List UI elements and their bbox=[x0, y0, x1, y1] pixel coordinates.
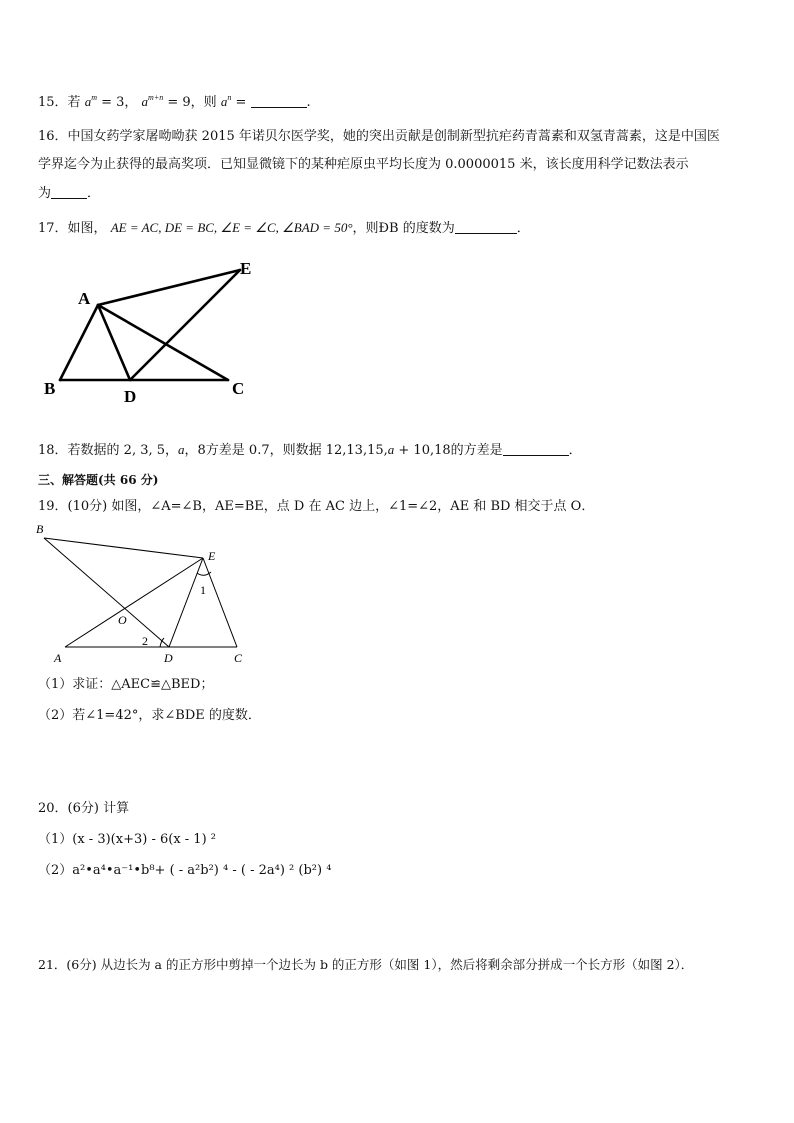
label-a: A bbox=[54, 651, 62, 665]
q17-condition: AE = AC, DE = BC, ∠E = ∠C, ∠BAD = 50° bbox=[110, 220, 353, 235]
label-b: B bbox=[36, 522, 44, 536]
q15-tail: . bbox=[306, 95, 311, 110]
segment-be bbox=[44, 538, 203, 558]
segment-ae bbox=[65, 558, 203, 647]
segment-ab bbox=[60, 305, 98, 380]
q15-cond2: = 9，则 bbox=[167, 95, 217, 110]
segment-ec bbox=[203, 558, 237, 647]
q15-number: 15．若 bbox=[38, 95, 81, 110]
q19-stem: 19．(10分) 如图，∠A=∠B，AE=BE，点 D 在 AC 边上，∠1=∠2，AE 和 BD 相交于点 O． bbox=[38, 499, 595, 514]
q16-line3: 为 ． bbox=[38, 186, 101, 201]
q20-part2: （2）a²•a⁴•a⁻¹•b⁸+ ( - a²b²) ⁴ - ( - 2a⁴) ² (b²) ⁴ bbox=[38, 863, 332, 878]
label-angle-2: 2 bbox=[142, 634, 148, 648]
section-title: 三、解答题(共 66 分) bbox=[38, 473, 159, 487]
q16-line2: 学界迄今为止获得的最高奖项．已知显微镜下的某种疟原虫平均长度为 0.0000015 米，该长度用科学记数法表示 bbox=[38, 157, 689, 172]
label-angle-1: 1 bbox=[200, 583, 206, 597]
question-18: 18．若数据的 2, 3, 5，a，8方差是 0.7，则数据 12,13,15,a + 10,18的方差是 ． bbox=[38, 442, 582, 458]
label-a: A bbox=[78, 289, 91, 308]
question-15: 15．若 $a^m = 3$， $a^{m+n} = 9$，则 $a^n$ = . bbox=[38, 93, 311, 110]
q16-line1: 16．中国女药学家屠呦呦获 2015 年诺贝尔医学奖，她的突出贡献是创制新型抗疟药青蒿素和双氢青蒿素，这是中国医 bbox=[38, 129, 720, 144]
answer-blank bbox=[503, 443, 569, 456]
answer-blank bbox=[51, 186, 87, 199]
label-e: E bbox=[208, 549, 216, 563]
segment-ac bbox=[98, 305, 228, 380]
label-c: C bbox=[234, 651, 243, 665]
label-e: E bbox=[240, 259, 252, 278]
q15-cond1: = 3， bbox=[101, 95, 138, 110]
q15-cond3: = bbox=[235, 95, 247, 110]
q19-part1: （1）求证：△AEC≌△BED； bbox=[38, 677, 214, 692]
segment-ed bbox=[169, 558, 203, 647]
q19-figure bbox=[30, 520, 260, 670]
q20-part1: （1）(x - 3)(x+3) - 6(x - 1) ² bbox=[38, 832, 216, 847]
segment-de bbox=[130, 270, 240, 380]
answer-blank bbox=[455, 221, 517, 234]
q21-stem: 21．(6分) 从边长为 a 的正方形中剪掉一个边长为 b 的正方形（如图 1），然后将剩余部分拼成一个长方形（如图 2）． bbox=[38, 957, 694, 972]
label-d: D bbox=[124, 387, 137, 405]
label-b: B bbox=[44, 379, 56, 398]
segment-ad bbox=[98, 305, 130, 380]
question-17: 17．如图， AE = AC, DE = BC, ∠E = ∠C, ∠BAD = 50°，则ÐB 的度数为 ． bbox=[38, 220, 530, 236]
answer-blank bbox=[251, 95, 307, 108]
label-c: C bbox=[232, 379, 245, 398]
label-o: O bbox=[118, 613, 127, 627]
segment-ae bbox=[98, 270, 240, 305]
q19-part2: （2）若∠1=42°，求∠BDE 的度数． bbox=[38, 708, 261, 723]
q20-stem: 20．(6分) 计算 bbox=[38, 801, 130, 816]
q17-figure bbox=[40, 255, 270, 405]
label-d: D bbox=[164, 651, 173, 665]
